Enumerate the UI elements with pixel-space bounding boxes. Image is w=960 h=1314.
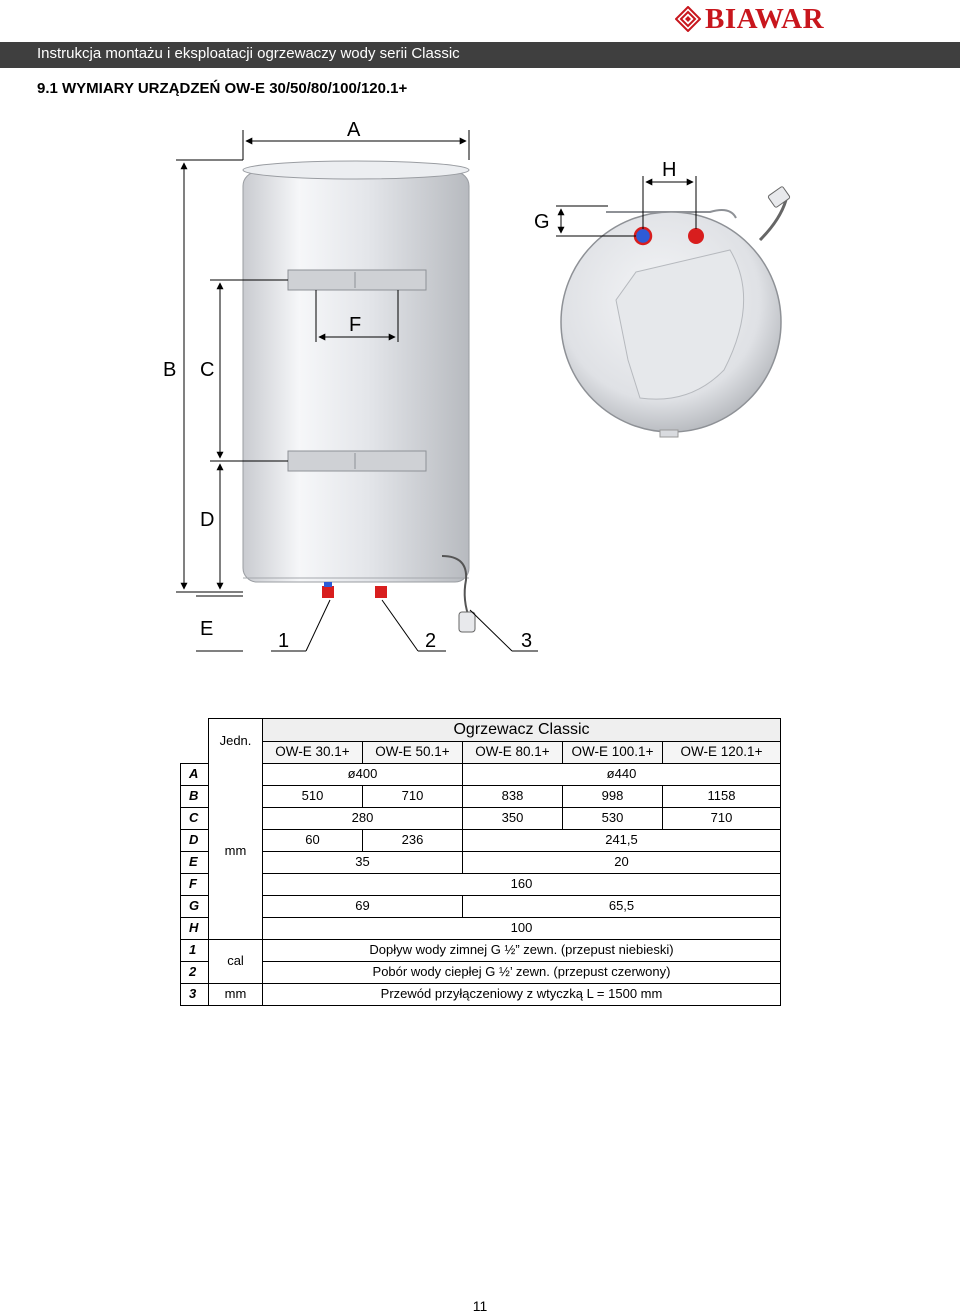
cold-inlet-icon xyxy=(635,228,651,244)
table-cell: 510 xyxy=(263,786,363,808)
row-key: E xyxy=(181,852,209,874)
table-row xyxy=(181,808,781,830)
unit-cal: cal xyxy=(209,940,263,984)
table-row xyxy=(181,830,781,852)
table-cell: 236 xyxy=(363,830,463,852)
table-cell: 69 xyxy=(263,896,463,918)
row-key: F xyxy=(181,874,209,896)
unit-mm-cable: mm xyxy=(209,984,263,1006)
dim-label-f: F xyxy=(349,314,362,336)
table-cell: 65,5 xyxy=(463,896,781,918)
outlet-pipe-icon xyxy=(375,586,387,598)
table-cell: Dopływ wody zimnej G ½” zewn. (przepust niebieski) xyxy=(263,940,781,962)
table-cell: 710 xyxy=(663,808,781,830)
dim-label-b: B xyxy=(163,359,177,381)
row-key: G xyxy=(181,896,209,918)
row-key: B xyxy=(181,786,209,808)
inlet-pipe-icon xyxy=(322,586,334,598)
table-cell: 998 xyxy=(563,786,663,808)
dim-label-e: E xyxy=(200,618,214,640)
table-cell: 350 xyxy=(463,808,563,830)
table-cell: 35 xyxy=(263,852,463,874)
table-cell: 100 xyxy=(263,918,781,940)
table-row xyxy=(181,786,781,808)
dim-label-a: A xyxy=(347,119,361,141)
table-cell: 280 xyxy=(263,808,463,830)
dim-label-3: 3 xyxy=(521,630,533,652)
dim-label-h: H xyxy=(662,159,677,181)
model-header: OW-E 80.1+ xyxy=(463,742,563,764)
table-row xyxy=(181,940,781,962)
group-header: Ogrzewacz Classic xyxy=(263,719,781,742)
row-key: 2 xyxy=(181,962,209,984)
table-row xyxy=(181,962,781,984)
unit-mm: mm xyxy=(209,764,263,940)
model-header: OW-E 120.1+ xyxy=(663,742,781,764)
tank-front-view xyxy=(243,161,475,632)
section-title: 9.1 WYMIARY URZĄDZEŃ OW-E 30/50/80/100/120.1+ xyxy=(37,80,408,97)
lower-bracket xyxy=(288,451,426,471)
table-cell: 160 xyxy=(263,874,781,896)
dim-label-2: 2 xyxy=(425,630,437,652)
unit-header: Jedn. xyxy=(209,719,263,764)
table-cell: 530 xyxy=(563,808,663,830)
table-row xyxy=(181,918,781,940)
page-number: 11 xyxy=(472,1298,488,1314)
table-row xyxy=(181,764,781,786)
header-title: Instrukcja montażu i eksploatacji ogrzewaczy wody serii Classic xyxy=(37,45,460,62)
dim-label-c: C xyxy=(200,359,215,381)
table-cell: 838 xyxy=(463,786,563,808)
table-cell: ø440 xyxy=(463,764,781,786)
table-row xyxy=(181,874,781,896)
table-cell: ø400 xyxy=(263,764,463,786)
model-header: OW-E 50.1+ xyxy=(363,742,463,764)
row-key: D xyxy=(181,830,209,852)
hot-outlet-icon xyxy=(688,228,704,244)
tank-top-view xyxy=(561,186,790,437)
table-cell: 241,5 xyxy=(463,830,781,852)
dim-label-g: G xyxy=(534,211,550,233)
table-row xyxy=(181,896,781,918)
table-row xyxy=(181,852,781,874)
table-cell: 20 xyxy=(463,852,781,874)
dim-label-1: 1 xyxy=(278,630,290,652)
row-key: H xyxy=(181,918,209,940)
model-header: OW-E 100.1+ xyxy=(563,742,663,764)
dimensions-table xyxy=(180,718,781,1006)
table-cell: Pobór wody ciepłej G ½’ zewn. (przepust czerwony) xyxy=(263,962,781,984)
model-header: OW-E 30.1+ xyxy=(263,742,363,764)
row-key: 3 xyxy=(181,984,209,1006)
dim-label-d: D xyxy=(200,509,215,531)
table-cell: 1158 xyxy=(663,786,781,808)
logo-text: BIAWAR xyxy=(705,2,825,35)
row-key: A xyxy=(181,764,209,786)
row-key: 1 xyxy=(181,940,209,962)
row-key: C xyxy=(181,808,209,830)
table-cell: 60 xyxy=(263,830,363,852)
plug-icon xyxy=(459,612,475,632)
upper-bracket xyxy=(288,270,426,290)
table-cell: 710 xyxy=(363,786,463,808)
table-row xyxy=(181,984,781,1006)
table-cell: Przewód przyłączeniowy z wtyczką L = 1500 mm xyxy=(263,984,781,1006)
